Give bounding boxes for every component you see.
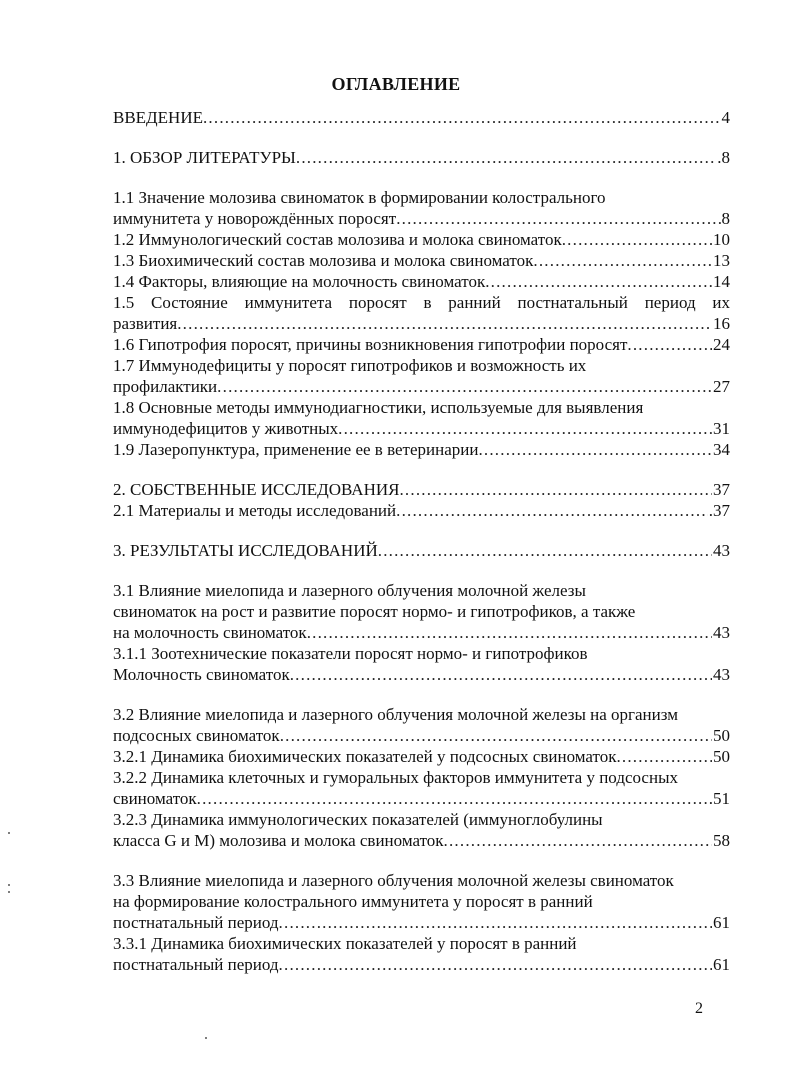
toc-leader-dots [616, 746, 712, 768]
toc-entry-text: 3.2.2 Динамика клеточных и гуморальных факторов иммунитета у подсосных [113, 768, 679, 787]
scan-speck [8, 884, 10, 886]
toc-page-number: .8 [717, 148, 730, 167]
toc-leader-dots [378, 540, 712, 562]
toc-leader-dots [338, 418, 712, 440]
toc-leader-dots [562, 229, 712, 251]
toc-leader-dots [396, 500, 708, 522]
toc-entry-text: Молочность свиноматок [113, 665, 290, 684]
toc-entry-text: постнатальный период [113, 955, 279, 974]
toc-entry-3-2-2-line1[interactable] [113, 767, 730, 789]
toc-entry-2-1[interactable] [113, 500, 730, 522]
toc-entry-3-2-3-line1[interactable] [113, 809, 730, 831]
toc-leader-dots [533, 250, 712, 272]
toc-leader-dots [177, 313, 712, 335]
toc-entry-text: 1.5 Состояние иммунитета поросят в ранний постнатальный период их [113, 293, 730, 312]
toc-page-number: 8 [721, 209, 730, 228]
toc-leader-dots [307, 622, 712, 644]
toc-entry-text: 1.6 Гипотрофия поросят, причины возникновения гипотрофии поросят [113, 335, 628, 354]
toc-entry-1-4[interactable] [113, 271, 730, 293]
toc-entry-text: 2. СОБСТВЕННЫЕ ИССЛЕДОВАНИЯ [113, 480, 400, 499]
toc-entry-text: 1.9 Лазеропунктура, применение ее в ветеринарии [113, 440, 479, 459]
toc-page-number: .37 [708, 501, 730, 520]
toc-entry-1-3[interactable] [113, 250, 730, 272]
toc-entry-3-2-1[interactable] [113, 746, 730, 768]
toc-entry-3-3-line1[interactable] [113, 870, 730, 892]
toc-entry-text: 1.8 Основные методы иммунодиагностики, используемые для выявления [113, 398, 644, 417]
toc-entry-1-5-line2[interactable] [113, 313, 730, 335]
toc-entry-text: на молочность свиноматок [113, 623, 307, 642]
toc-entry-text: иммунитета у новорождённых поросят [113, 209, 397, 228]
toc-entry-3-1-line3[interactable] [113, 622, 730, 644]
toc-entry-text: развития [113, 314, 178, 333]
toc-entry-3-2-line2[interactable] [113, 725, 730, 747]
scan-speck [8, 891, 10, 893]
toc-leader-dots [290, 664, 712, 686]
toc-entry-text: свиноматок на рост и развитие поросят нормо- и гипотрофиков, а также [113, 602, 636, 621]
toc-entry-3-3-line2[interactable] [113, 891, 730, 913]
toc-page-number: 61 [713, 955, 730, 974]
toc-leader-dots [279, 954, 712, 976]
toc-leader-dots [217, 376, 712, 398]
toc-page-number: 37 [713, 480, 730, 499]
toc-page-number: 58 [713, 831, 730, 850]
toc-entry-text: 1.7 Иммунодефициты у поросят гипотрофиков и возможность их [113, 356, 587, 375]
toc-page-number: 16 [713, 314, 730, 333]
toc-entry-text: 3.1.1 Зоотехнические показатели поросят нормо- и гипотрофиков [113, 644, 588, 663]
toc-entry-3-3-1-line2[interactable] [113, 954, 730, 976]
toc-page-number: 61 [713, 913, 730, 932]
toc-entry-1-2[interactable] [113, 229, 730, 251]
toc-entry-text: 2.1 Материалы и методы исследований [113, 501, 397, 520]
toc-leader-dots [296, 147, 716, 169]
toc-entry-1-1-line1[interactable] [113, 187, 730, 209]
toc-page-number: 13 [713, 251, 730, 270]
toc-page-number: 50 [713, 726, 730, 745]
toc-leader-dots [203, 107, 721, 129]
toc-entry-3-1-1-line2[interactable] [113, 664, 730, 686]
toc-entry-text: свиноматок [113, 789, 197, 808]
toc-entry-3-1-1-line1[interactable] [113, 643, 730, 665]
toc-entry-1-8-line1[interactable] [113, 397, 730, 419]
toc-entry-text: 3.1 Влияние миелопида и лазерного облучения молочной железы [113, 581, 586, 600]
toc-entry-1-6[interactable] [113, 334, 730, 356]
toc-leader-dots [444, 830, 712, 852]
toc-entry-3-3-1-line1[interactable] [113, 933, 730, 955]
toc-page-number: 43 [713, 541, 730, 560]
toc-entry-3-3-line3[interactable] [113, 912, 730, 934]
toc-entry-3-2-3-line2[interactable] [113, 830, 730, 852]
toc-entry-section-1[interactable] [113, 147, 730, 169]
toc-entry-3-1-line1[interactable] [113, 580, 730, 602]
toc-entry-1-5-line1[interactable] [113, 292, 730, 314]
toc-page-number: 24 [713, 335, 730, 354]
toc-leader-dots [485, 271, 712, 293]
toc-entry-3-2-2-line2[interactable] [113, 788, 730, 810]
toc-entry-text: 3. РЕЗУЛЬТАТЫ ИССЛЕДОВАНИЙ [113, 541, 378, 560]
toc-entry-text: класса G и М) молозива и молока свиноматок [113, 831, 444, 850]
toc-entry-text: 3.2.3 Динамика иммунологических показателей (иммуноглобулины [113, 810, 603, 829]
toc-page-number: 27 [713, 377, 730, 396]
toc-entry-text: постнатальный период [113, 913, 279, 932]
toc-entry-text: иммунодефицитов у животных [113, 419, 339, 438]
toc-page-number: 10 [713, 230, 730, 249]
toc-entry-1-8-line2[interactable] [113, 418, 730, 440]
toc-entry-text: 3.2 Влияние миелопида и лазерного облучения молочной железы на организм [113, 705, 678, 724]
toc-entry-text: 3.2.1 Динамика биохимических показателей у подсосных свиноматок [113, 747, 617, 766]
toc-entry-text: 1.1 Значение молозива свиноматок в формировании колострального [113, 188, 606, 207]
toc-entry-1-7-line1[interactable] [113, 355, 730, 377]
toc-entry-text: 1.4 Факторы, влияющие на молочность свиноматок [113, 272, 486, 291]
toc-leader-dots [396, 208, 720, 230]
toc-leader-dots [279, 912, 712, 934]
toc-leader-dots [399, 479, 712, 501]
toc-page-number: 43 [713, 665, 730, 684]
toc-entry-3-1-line2[interactable] [113, 601, 730, 623]
toc-page-number: 43 [713, 623, 730, 642]
toc-page-number: .51 [708, 789, 730, 808]
scan-speck [205, 1037, 207, 1039]
toc-leader-dots [280, 725, 712, 747]
toc-page-number: 4 [721, 108, 730, 127]
page-number: 2 [695, 1000, 703, 1017]
scan-speck [8, 832, 10, 834]
toc-entry-1-1-line2[interactable] [113, 208, 730, 230]
toc-entry-text: 1. ОБЗОР ЛИТЕРАТУРЫ [113, 148, 296, 167]
toc-entry-text: подсосных свиноматок [113, 726, 280, 745]
toc-page-number: 14 [713, 272, 730, 291]
toc-entry-text: 3.3.1 Динамика биохимических показателей у поросят в ранний [113, 934, 577, 953]
toc-entry-text: профилактики [113, 377, 218, 396]
toc-entry-1-9[interactable] [113, 439, 730, 461]
toc-page-number: 34 [713, 440, 730, 459]
toc-page-number: 50 [713, 747, 730, 766]
toc-entry-1-7-line2[interactable] [113, 376, 730, 398]
toc-entry-text: 1.2 Иммунологический состав молозива и молока свиноматок [113, 230, 562, 249]
toc-entry-3-2-line1[interactable] [113, 704, 730, 726]
toc-entry-text: 1.3 Биохимический состав молозива и молока свиноматок [113, 251, 534, 270]
toc-entry-section-2[interactable] [113, 479, 730, 501]
toc-entry-text: 3.3 Влияние миелопида и лазерного облучения молочной железы свиноматок [113, 871, 674, 890]
toc-entry-intro[interactable] [113, 107, 730, 129]
toc-leader-dots [478, 439, 712, 461]
toc-leader-dots [627, 334, 712, 356]
toc-entry-text: ВВЕДЕНИЕ [113, 108, 203, 127]
toc-leader-dots [197, 788, 708, 810]
toc-page-number: 31 [713, 419, 730, 438]
page-title: ОГЛАВЛЕНИЕ [331, 74, 461, 94]
toc-entry-text: на формирование колострального иммунитета у поросят в ранний [113, 892, 593, 911]
toc-entry-section-3[interactable] [113, 540, 730, 562]
